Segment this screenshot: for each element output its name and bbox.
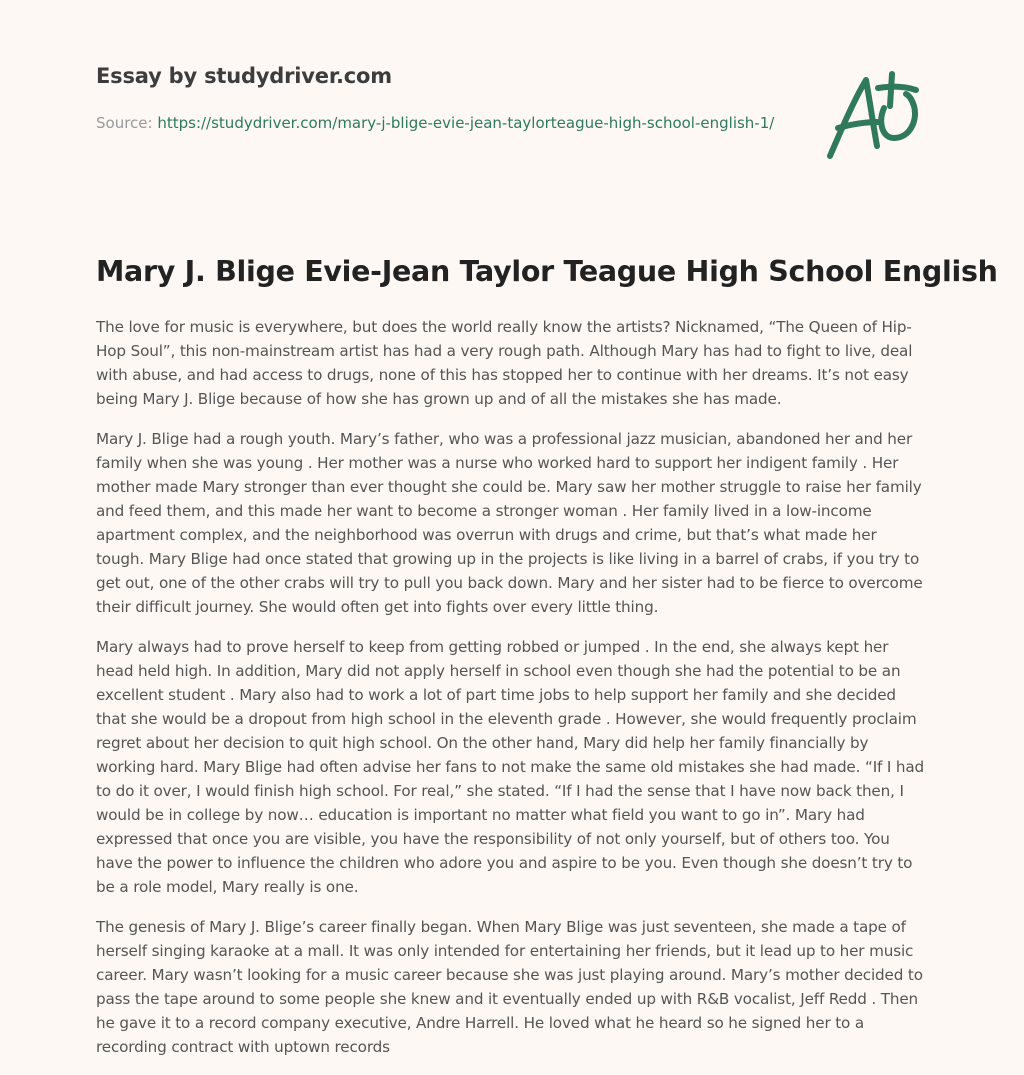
- brand-heading: Essay by studydriver.com: [96, 64, 392, 88]
- paragraph: Mary J. Blige had a rough youth. Mary’s father, who was a professional jazz musician, abandoned her and her family when she was young . Her mother was a nurse who worked hard to support her indigent family . Her mother made Mary stronger than ever thought she could be. Mary saw her mother struggle to raise her family and feed them, and this made her want to become a stronger woman . Her family lived in a low-income apartment complex, and the neighborhood was overrun with drugs and crime, but that’s what made her tough. Mary Blige had once stated that growing up in the projects is like living in a barrel of crabs, if you try to get out, one of the other crabs will try to pull you back down. Mary and her sister had to be fierce to overcome their difficult journey. She would often get into fights over every little thing.: [96, 430, 923, 616]
- logo-plus-vertical: [890, 74, 892, 106]
- a-plus-logo-icon: [820, 66, 930, 166]
- essay-title: Mary J. Blige Evie-Jean Taylor Teague High School English: [96, 255, 998, 288]
- source-link[interactable]: https://studydriver.com/mary-j-blige-evie-jean-taylorteague-high-school-english-1/: [157, 114, 775, 132]
- logo-letter-a: [830, 80, 877, 156]
- source-label: Source:: [96, 114, 158, 132]
- source-line: [96, 111, 776, 135]
- paragraph: The love for music is everywhere, but does the world really know the artists? Nicknamed, “The Queen of Hip-Hop Soul”, this non-mainstream artist has had a very rough path. Although Mary has had to fight to live, deal with abuse, and had access to drugs, none of this has stopped her to continue with her dreams. It’s not easy being Mary J. Blige because of how she has grown up and of all the mistakes she has made.: [96, 318, 913, 408]
- paragraph: Mary always had to prove herself to keep from getting robbed or jumped . In the end, she always kept her head held high. In addition, Mary did not apply herself in school even though she had the potential to be an excellent student . Mary also had to work a lot of part time jobs to help support her family and she decided that she would be a dropout from high school in the eleventh grade . However, she would frequently proclaim regret about her decision to quit high school. On the other hand, Mary did help her family financially by working hard. Mary Blige had often advise her fans to not make the same old mistakes she had made. “If I had to do it over, I would finish high school. For real,” she stated. “If I had the sense that I have now back then, I would be in college by now… education is important no matter what field you want to go in”. Mary had expressed that once you are visible, you have the responsibility of not only yourself, but of others too. You have the power to influence the children who adore you and aspire to be you. Even though she doesn’t try to be a role model, Mary really is one.: [96, 638, 925, 896]
- paragraph: The genesis of Mary J. Blige’s career finally began. When Mary Blige was just seventeen, she made a tape of herself singing karaoke at a mall. It was only intended for entertaining her friends, but it lead up to her music career. Mary wasn’t looking for a music career because she was just playing around. Mary’s mother decided to pass the tape around to some people she knew and it eventually ended up with R&B vocalist, Jeff Redd . Then he gave it to a record company executive, Andre Harrell. He loved what he heard so he signed her to a recording contract with uptown records: [96, 918, 923, 1056]
- essay-body: [96, 315, 926, 1075]
- logo-plus-curl: [881, 94, 915, 138]
- logo-plus-horizontal: [878, 87, 916, 90]
